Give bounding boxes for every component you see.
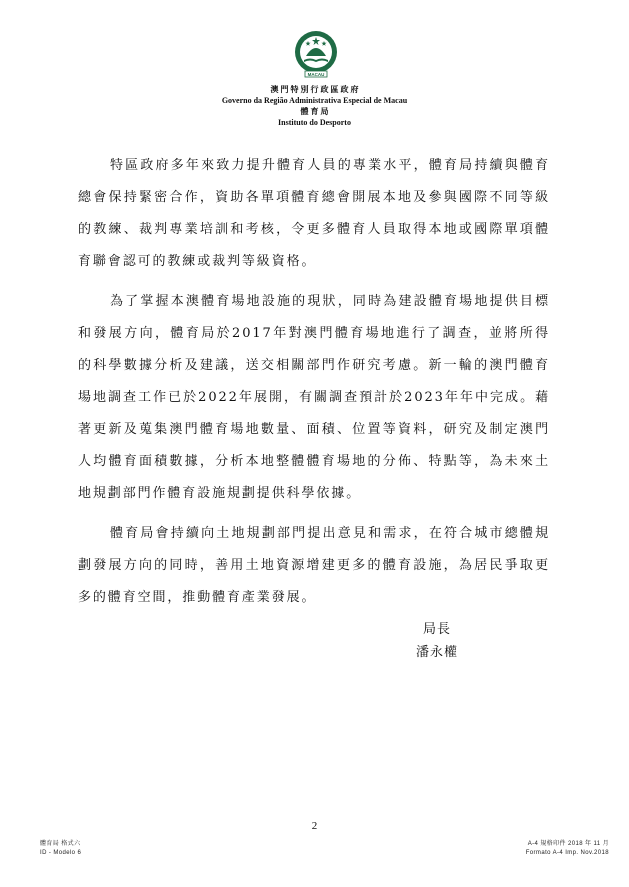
footer-form-portuguese: ID - Modelo 6 bbox=[40, 850, 82, 856]
footer-format-portuguese: Formato A-4 Imp. Nov.2018 bbox=[525, 850, 609, 856]
emblem-label: MACAU bbox=[307, 71, 325, 77]
footer-left bbox=[40, 840, 81, 858]
page-number: 2 bbox=[311, 820, 318, 832]
paragraph: 體育局會持續向土地規劃部門提出意見和需求，在符合城市總體規劃發展方向的同時，善用土地資源增建更多的體育設施，為居民爭取更多的體育空間，推動體育產業發展。 bbox=[78, 526, 550, 605]
org-portuguese: Governo da Região Administrativa Especial de Macau bbox=[221, 96, 408, 105]
paragraph: 特區政府多年來致力提升體育人員的專業水平，體育局持續與體育總會保持緊密合作，資助各單項體育總會開展本地及參與國際不同等級的教練、裁判專業培訓和考核，令更多體育人員取得本地或國際單項體育聯會認可的教練或裁判等級資格。 bbox=[78, 158, 550, 269]
footer-format-chinese: A-4 規格印件 2018 年 11 月 bbox=[527, 841, 609, 847]
signature-name: 潘永權 bbox=[415, 645, 458, 660]
org-chinese: 澳 門 特 別 行 政 區 政 府 bbox=[270, 85, 359, 94]
macau-emblem-icon bbox=[293, 30, 339, 78]
signature-title: 局長 bbox=[422, 622, 451, 637]
letter-body bbox=[78, 150, 550, 614]
dept-chinese: 體 育 局 bbox=[300, 107, 329, 116]
letterhead bbox=[0, 84, 629, 128]
paragraph: 為了掌握本澳體育場地設施的現狀，同時為建設體育場地提供目標和發展方向，體育局於2017年對澳門體育場地進行了調查，並將所得的科學數據分析及建議，送交相關部門作研究考慮。新一輪的澳門體育場地調查工作已於2022年展開，有關調查預計於2023年年中完成。藉著更新及蒐集澳門體育場地數量、面積、位置等資料，研究及制定澳門人均體育面積數據，分析本地整體體育場地的分佈、特點等，為未來土地規劃部門作體育設施規劃提供科學依據。 bbox=[78, 294, 550, 501]
footer-form-chinese: 體育局 格式六 bbox=[40, 841, 81, 847]
footer-right bbox=[526, 840, 609, 858]
dept-portuguese: Instituto do Desporto bbox=[278, 118, 351, 127]
